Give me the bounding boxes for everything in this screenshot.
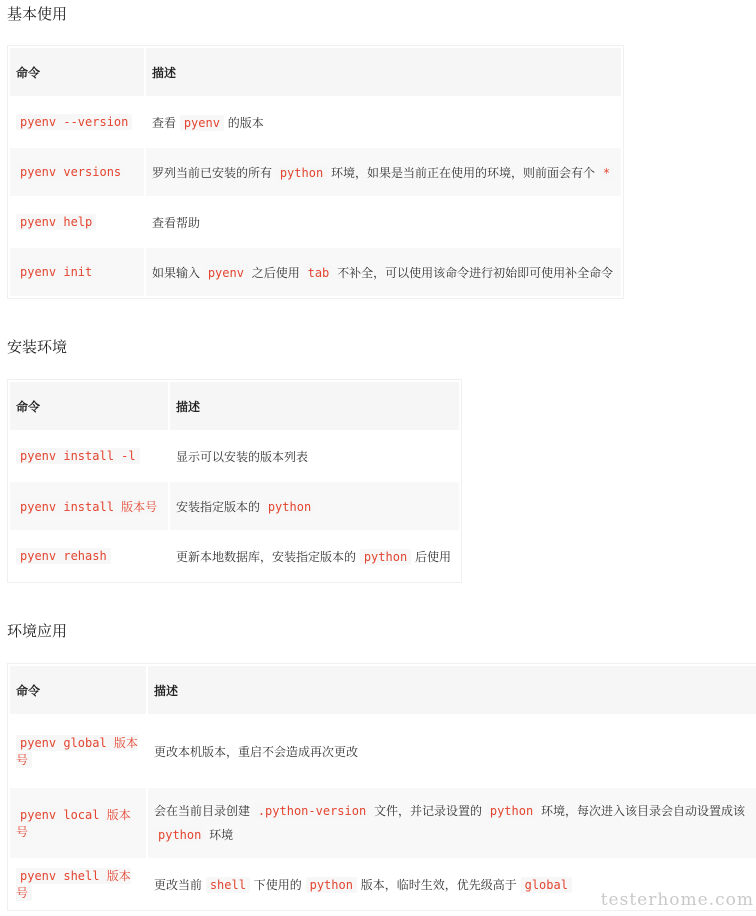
description-cell: 更新本地数据库，安装指定版本的 python 后使用 — [176, 549, 452, 564]
inline-code: .python-version — [254, 803, 370, 819]
inline-code: * — [599, 165, 614, 181]
command-code: pyenv --version — [16, 114, 132, 130]
command-cell — [10, 198, 144, 246]
table-row — [10, 432, 459, 480]
inline-code: python — [276, 165, 327, 181]
inline-code: pyenv — [180, 115, 224, 131]
inline-code: python — [486, 803, 537, 819]
inline-code: python — [306, 877, 357, 893]
site-watermark: testerhome.com — [600, 890, 754, 910]
command-cell — [10, 788, 146, 858]
inline-code: python — [264, 499, 315, 515]
inline-code: global — [521, 877, 572, 893]
command-code: pyenv local 版本号 — [16, 808, 131, 839]
header-description: 描述 — [146, 48, 621, 96]
inline-code: python — [154, 827, 205, 843]
description-cell: 显示可以安装的版本列表 — [176, 449, 309, 464]
table-header-row — [10, 48, 621, 96]
command-cell — [10, 532, 168, 580]
description-cell: 查看 pyenv 的版本 — [152, 115, 264, 130]
command-cell — [10, 716, 146, 786]
command-cell — [10, 98, 144, 146]
header-description: 描述 — [148, 666, 756, 714]
inline-code: shell — [206, 877, 250, 893]
basic-usage-table — [7, 45, 624, 299]
table-header-row — [10, 382, 459, 430]
description-cell: 安装指定版本的 python — [170, 482, 459, 530]
command-cell — [10, 148, 144, 196]
command-code: pyenv install -l — [16, 448, 140, 464]
table-row — [10, 788, 756, 858]
description-cell: 会在当前目录创建 .python-version 文件，并记录设置的 python 环境，每次进入该目录会自动设置成该 python 环境 — [148, 788, 756, 858]
header-command: 命令 — [10, 48, 144, 96]
description-cell: 查看帮助 — [152, 215, 201, 230]
table-row — [10, 148, 621, 196]
command-cell — [10, 482, 168, 530]
command-code: pyenv help — [16, 214, 96, 230]
section-title-basic-usage: 基本使用 — [7, 5, 68, 23]
table-row — [10, 716, 756, 786]
header-description: 描述 — [170, 382, 459, 430]
command-cell — [10, 860, 146, 908]
description-cell: 如果输入 pyenv 之后使用 tab 不补全，可以使用该命令进行初始即可使用补全命令 — [146, 248, 621, 296]
command-cell — [10, 248, 144, 296]
command-cell — [10, 432, 168, 480]
table-header-row — [10, 666, 756, 714]
table-row — [10, 482, 459, 530]
header-command: 命令 — [10, 382, 168, 430]
command-code: pyenv shell 版本号 — [16, 869, 131, 900]
command-code: pyenv rehash — [16, 548, 111, 564]
description-cell: 更改本机版本，重启不会造成再次更改 — [154, 744, 359, 759]
table-row — [10, 248, 621, 296]
table-row — [10, 198, 621, 246]
inline-code: tab — [304, 265, 334, 281]
command-code: pyenv versions — [16, 164, 125, 180]
description-cell: 更改当前 shell 下使用的 python 版本，临时生效，优先级高于 global — [148, 860, 756, 908]
command-code: pyenv install 版本号 — [16, 499, 161, 515]
install-env-table — [7, 379, 462, 583]
description-cell: 罗列当前已安装的所有 python 环境，如果是当前正在使用的环境，则前面会有个 * — [146, 148, 621, 196]
section-title-install-env: 安装环境 — [7, 338, 68, 356]
env-apply-table — [7, 663, 756, 911]
header-command: 命令 — [10, 666, 146, 714]
table-row — [10, 98, 621, 146]
inline-code: python — [360, 549, 411, 565]
inline-code: pyenv — [204, 265, 248, 281]
command-code: pyenv init — [16, 264, 96, 280]
table-row — [10, 532, 459, 580]
section-title-env-apply: 环境应用 — [7, 622, 68, 640]
command-code: pyenv global 版本号 — [16, 736, 138, 767]
